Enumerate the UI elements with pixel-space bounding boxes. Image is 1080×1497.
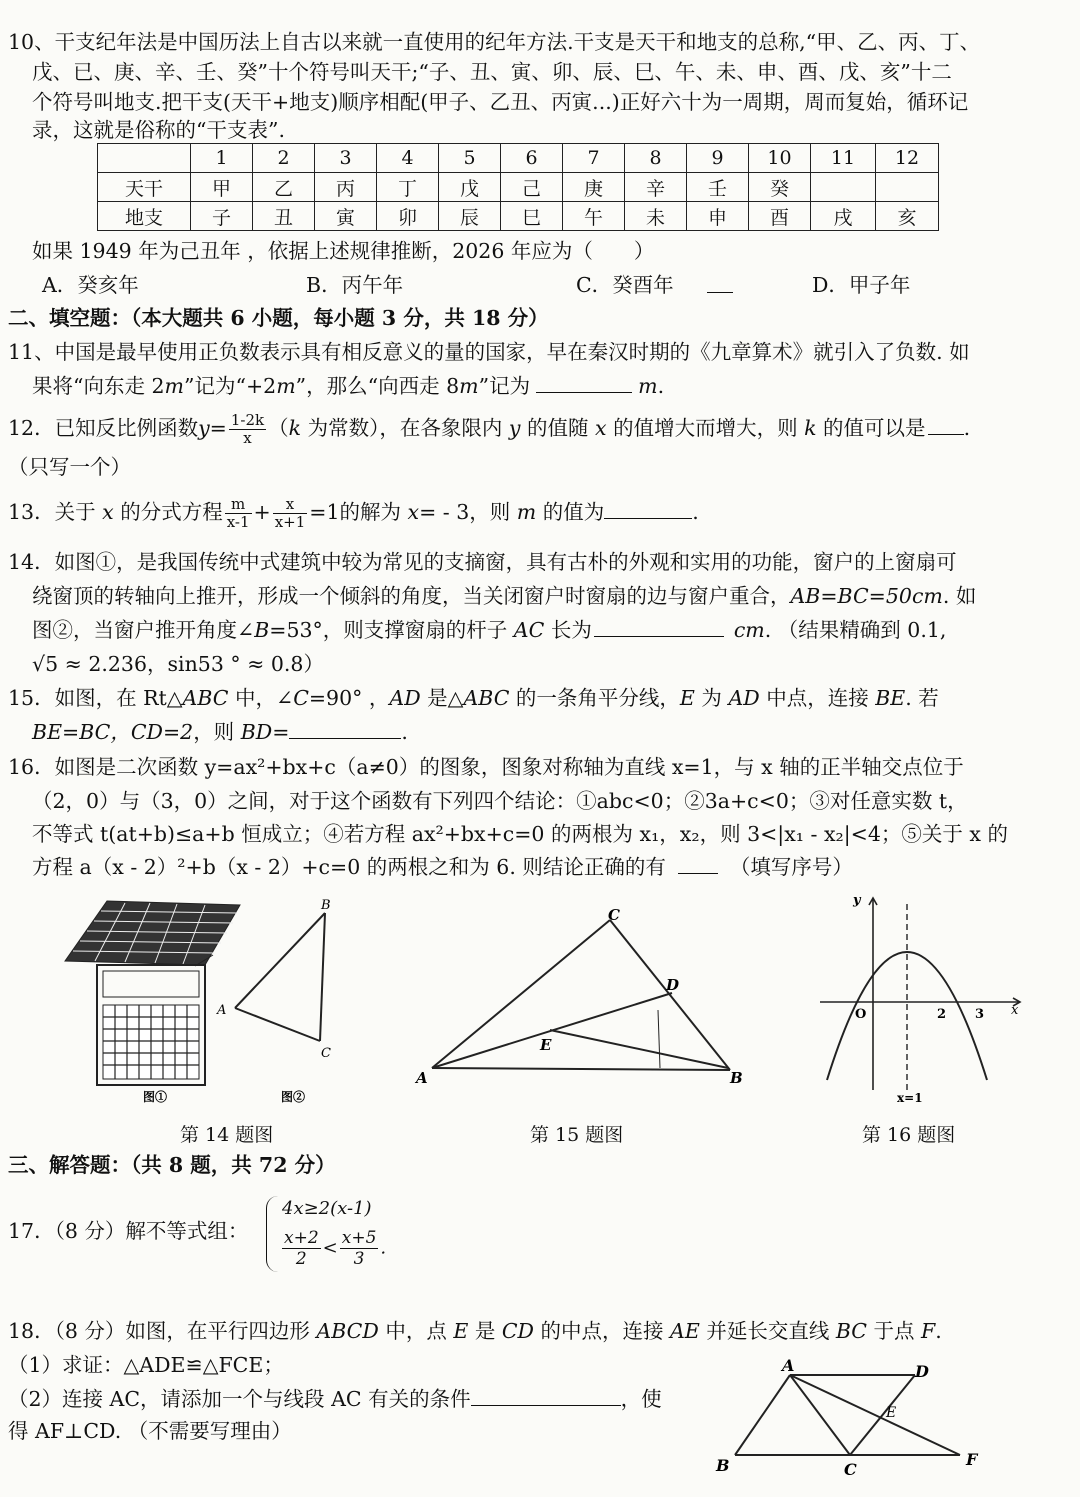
table-cell: 卯: [377, 202, 439, 231]
label-c: C: [321, 1046, 331, 1061]
q18-math: F: [921, 1319, 936, 1343]
q18-line1: [8, 1316, 942, 1346]
table-cell: 6: [501, 144, 563, 173]
fraction: [282, 1228, 321, 1269]
q15-math: E: [679, 686, 695, 710]
table-cell: 酉: [749, 202, 811, 231]
label-d: D: [915, 1362, 929, 1381]
answer-blank[interactable]: [536, 372, 632, 393]
option-d[interactable]: D．甲子年: [812, 273, 911, 297]
unit: m: [459, 374, 479, 398]
table-cell: 4: [377, 144, 439, 173]
table-cell: [98, 144, 191, 173]
answer-blank[interactable]: [928, 414, 964, 435]
table-cell: 乙: [253, 173, 315, 202]
q13-text: 的值为: [536, 500, 605, 524]
table-cell: 地支: [98, 202, 191, 231]
fraction: [273, 496, 308, 531]
table-cell: 壬: [687, 173, 749, 202]
q12-line1: [8, 412, 970, 447]
q14-line4: √5 ≈ 2.236，sin53 ° ≈ 0.8）: [32, 652, 324, 676]
answer-blank[interactable]: [604, 498, 692, 519]
triangle-abc-bisector: [432, 920, 730, 1070]
q12-y-eq: y=: [198, 416, 227, 440]
q14-math: AC: [513, 618, 545, 642]
q15-line1: [8, 683, 939, 713]
fraction: [225, 496, 252, 531]
q18-math: E: [453, 1319, 469, 1343]
answer-blank[interactable]: [471, 1385, 621, 1406]
table-cell: 寅: [315, 202, 377, 231]
triangle-abc: [235, 913, 325, 1041]
label-f: F: [966, 1450, 978, 1469]
q18-math: BC: [835, 1319, 867, 1343]
q14-math: AB=BC=50cm: [790, 584, 943, 608]
q12-text: 的值随: [520, 416, 595, 440]
q14-math: B: [254, 618, 270, 642]
table-row-tiangan: [98, 173, 939, 202]
q18-text: 于点: [867, 1319, 922, 1343]
sub-caption-1: 图①: [143, 1090, 168, 1104]
label-b: B: [716, 1456, 730, 1475]
table-cell: 庚: [563, 173, 625, 202]
q14-text: 图②，当窗户推开角度∠: [32, 618, 255, 642]
sub-caption-2: 图②: [281, 1090, 306, 1104]
unit: m: [638, 374, 658, 398]
q15-line2: [32, 717, 408, 747]
figure-14: [55, 893, 355, 1105]
numerator: x+5: [341, 1228, 377, 1248]
answer-blank: [707, 292, 733, 293]
q15-text: =90° ，: [308, 686, 390, 710]
q15-text: 中点，连接: [759, 686, 876, 710]
q11-line2: [32, 371, 664, 401]
q16-text: 方程 a（x - 2）²+b（x - 2）+c=0 的两根之和为 6. 则结论正确的有: [32, 855, 666, 879]
parallelogram: [735, 1375, 960, 1455]
q12-text: 的值可以是: [816, 416, 926, 440]
var-k: k: [288, 416, 302, 440]
label-c: C: [844, 1460, 857, 1479]
var-y: y: [508, 416, 521, 440]
label-a: A: [416, 1069, 428, 1087]
var-m: m: [516, 500, 537, 524]
q17-ineq1: 4x≥2(x-1): [282, 1198, 372, 1219]
q11-text: 果将“向东走 2: [32, 374, 165, 398]
q10-question: 如果 1949 年为己丑年 ，依据上述规律推断，2026 年应为（ ）: [32, 239, 655, 263]
q15-text: 为: [694, 686, 729, 710]
table-cell: 5: [439, 144, 501, 173]
numerator: x: [273, 496, 308, 514]
option-a[interactable]: A．癸亥年: [42, 273, 139, 297]
q14-line2: [32, 581, 976, 611]
var-x: x: [102, 500, 114, 524]
label-2: 2: [937, 1007, 947, 1022]
unit: m: [164, 374, 184, 398]
label-b: B: [321, 898, 331, 913]
q18-text: 的中点，连接: [533, 1319, 671, 1343]
label-e: E: [540, 1036, 552, 1054]
q11-text: ”记为: [478, 374, 531, 398]
q15-math: C: [293, 686, 309, 710]
label-axis: x=1: [897, 1091, 923, 1105]
q15-text: ，则: [193, 720, 241, 744]
q10-line3: 个符号叫地支.把干支(天干+地支)顺序相配(甲子、乙丑、丙寅...)正好六十为一周期，周而复始，循环记: [32, 90, 969, 114]
q13-text: 的分式方程: [113, 500, 223, 524]
q18-math: CD: [501, 1319, 534, 1343]
q14-line3: [32, 615, 946, 645]
table-cell: 11: [811, 144, 876, 173]
section-title-solutions: 三、解答题：（共 8 题，共 72 分）: [8, 1153, 336, 1177]
table-cell: 巳: [501, 202, 563, 231]
q10-line1: 10、干支纪年法是中国历法上自古以来就一直使用的纪年方法.干支是天干和地支的总称,“甲、乙、丙、丁、: [8, 30, 981, 54]
q18-part2: [8, 1384, 662, 1414]
fig16-caption: 第 16 题图: [862, 1124, 956, 1146]
q16-line3: 不等式 t(at+b)≤a+b 恒成立；④若方程 ax²+bx+c=0 的两根为 x₁，x₂，则 3<|x₁ - x₂|<4；⑤关于 x 的: [32, 822, 1008, 846]
table-cell: 未: [625, 202, 687, 231]
option-c[interactable]: C．癸酉年: [576, 273, 674, 297]
table-cell: 午: [563, 202, 625, 231]
q12-text: 的值增大而增大，则: [606, 416, 805, 440]
q15-math: BE: [875, 686, 906, 710]
period: .: [380, 1237, 387, 1259]
table-header-row: [98, 144, 939, 173]
q14-text: . 如: [942, 584, 977, 608]
table-cell: 10: [749, 144, 811, 173]
table-cell: 戌: [811, 202, 876, 231]
section-title-fill-in: 二、填空题：（本大题共 6 小题，每小题 3 分，共 18 分）: [8, 306, 549, 330]
table-cell: 子: [191, 202, 253, 231]
table-cell: [876, 173, 939, 202]
q14-text: 长为: [544, 618, 592, 642]
q15-text: 中，∠: [228, 686, 294, 710]
q16-line1: 16．如图是二次函数 y=ax²+bx+c（a≠0）的图象，图象对称轴为直线 x=1，与 x 轴的正半轴交点位于: [8, 755, 964, 779]
less-than: <: [322, 1237, 338, 1259]
q14-line1: 14．如图①，是我国传统中式建筑中较为常见的支摘窗，具有古朴的外观和实用的功能，窗户的上窗扇可: [8, 550, 957, 574]
table-cell: 丑: [253, 202, 315, 231]
label-x: x: [1011, 1003, 1019, 1018]
label-y: y: [853, 893, 861, 908]
q18-part2-cont: 得 AF⊥CD. （不需要写理由）: [8, 1419, 292, 1443]
q16-line2: （2，0）与（3，0）之间，对于这个函数有下列四个结论：①abc<0；②3a+c<0；③对任意实数 t，: [32, 789, 968, 813]
period: .: [963, 416, 971, 440]
q10-line2: 戊、已、庚、辛、壬、癸”十个符号叫天干;“子、丑、寅、卯、辰、巳、午、未、申、酉、戊、亥”十二: [32, 60, 952, 84]
q18-text: （2）连接 AC，请添加一个与线段 AC 有关的条件: [8, 1387, 471, 1411]
q14-text: 绕窗顶的转轴向上推开，形成一个倾斜的角度，当关闭窗户时窗扇的边与窗户重合，: [32, 584, 791, 608]
q12-text: （: [268, 416, 289, 440]
q15-text: 15．如图，在 Rt△: [8, 686, 183, 710]
q16-line4: [32, 852, 853, 882]
q18-math: ABCD: [316, 1319, 379, 1343]
numerator: 1-2k: [230, 411, 265, 429]
denominator: 2: [295, 1249, 307, 1269]
table-cell: 己: [501, 173, 563, 202]
table-cell: 辛: [625, 173, 687, 202]
q15-math: ABC: [182, 686, 229, 710]
q12-line2: （只写一个）: [8, 455, 131, 479]
table-cell: 天干: [98, 173, 191, 202]
numerator: x+2: [284, 1228, 319, 1248]
q12-text: 12．已知反比例函数: [8, 416, 199, 440]
label-origin: O: [855, 1007, 867, 1022]
q18-math: AE: [670, 1319, 700, 1343]
denominator: 3: [353, 1249, 365, 1269]
q11-text: ”记为“+2: [184, 374, 277, 398]
q15-math: BD=: [240, 720, 290, 744]
q18-text: 18．（8 分）如图，在平行四边形: [8, 1319, 317, 1343]
label-b: B: [730, 1069, 743, 1087]
var-x: x: [594, 416, 607, 440]
table-cell: 甲: [191, 173, 253, 202]
var-x: x: [407, 500, 420, 524]
label-a: A: [782, 1356, 795, 1375]
q15-text: 的一条角平分线，: [509, 686, 680, 710]
q11-line1: 11、中国是最早使用正负数表示具有相反意义的量的国家，早在秦汉时期的《九章算术》就引入了负数. 如: [8, 340, 970, 364]
q14-text: =53°，则支撑窗扇的杆子: [269, 618, 514, 642]
denominator: x+1: [274, 513, 306, 531]
q14-text: . （结果精确到 0.1,: [764, 618, 947, 642]
axes: [820, 898, 1020, 1090]
q18-text: ，使: [620, 1387, 662, 1411]
q13-line: [8, 496, 699, 531]
table-cell: 9: [687, 144, 749, 173]
var-k: k: [804, 416, 817, 440]
numerator: m: [225, 496, 252, 514]
q15-math: AD: [389, 686, 421, 710]
q15-math: BE=BC，CD=2: [32, 720, 194, 744]
label-d: D: [666, 976, 680, 994]
table-cell: 申: [687, 202, 749, 231]
window-illustration: [65, 901, 240, 1085]
q12-text: 为常数），在各象限内: [301, 416, 509, 440]
q18-text: 中，点: [378, 1319, 454, 1343]
table-cell: 1: [191, 144, 253, 173]
table-cell: 戊: [439, 173, 501, 202]
table-cell: 2: [253, 144, 315, 173]
unit: m: [276, 374, 296, 398]
period: .: [935, 1319, 942, 1343]
table-cell: 7: [563, 144, 625, 173]
q13-text: =1的解为: [309, 500, 408, 524]
q11-text: ”，那么“向西走 8: [295, 374, 460, 398]
q18-text: 是: [468, 1319, 502, 1343]
option-b[interactable]: B．丙午年: [306, 273, 404, 297]
q18-text: 并延长交直线: [699, 1319, 836, 1343]
label-3: 3: [975, 1007, 985, 1022]
ganzhi-table: [97, 143, 939, 231]
table-cell: 辰: [439, 202, 501, 231]
figure-15: [410, 900, 755, 1095]
period: .: [657, 374, 665, 398]
table-cell: 丙: [315, 173, 377, 202]
plus-sign: +: [253, 500, 271, 524]
label-c: C: [608, 906, 620, 924]
fraction: [340, 1228, 379, 1269]
q13-text: 13．关于: [8, 500, 103, 524]
answer-blank[interactable]: [289, 718, 401, 739]
q16-text: （填写序号）: [729, 855, 853, 879]
denominator: x: [243, 429, 252, 447]
q15-text: 是△: [420, 686, 464, 710]
period: .: [401, 720, 408, 744]
label-a: A: [217, 1003, 227, 1018]
table-cell: 亥: [876, 202, 939, 231]
answer-blank[interactable]: [678, 853, 718, 874]
unit: cm: [733, 618, 765, 642]
table-cell: 3: [315, 144, 377, 173]
table-cell: 丁: [377, 173, 439, 202]
answer-blank[interactable]: [594, 616, 724, 637]
q17-prefix: 17．（8 分）解不等式组：: [8, 1219, 249, 1243]
fraction: [229, 412, 266, 447]
table-cell: [811, 173, 876, 202]
table-cell: 12: [876, 144, 939, 173]
q10-line4: 录，这就是俗称的“干支表”.: [32, 118, 285, 142]
q18-part1: （1）求证：△ADE≌△FCE；: [8, 1353, 284, 1377]
fig15-caption: 第 15 题图: [530, 1124, 624, 1146]
label-e: E: [886, 1405, 897, 1421]
q15-text: . 若: [905, 686, 939, 710]
q15-math: AD: [728, 686, 760, 710]
q17-ineq2: [280, 1228, 386, 1269]
period: .: [692, 500, 699, 524]
q15-math: ABC: [463, 686, 510, 710]
q13-text: = - 3，则: [419, 500, 517, 524]
denominator: x-1: [226, 513, 250, 531]
fig14-caption: 第 14 题图: [180, 1124, 274, 1146]
table-cell: 8: [625, 144, 687, 173]
table-cell: 癸: [749, 173, 811, 202]
figure-16: [815, 890, 1030, 1105]
table-row-dizhi: [98, 202, 939, 231]
figure-18: [710, 1355, 990, 1485]
